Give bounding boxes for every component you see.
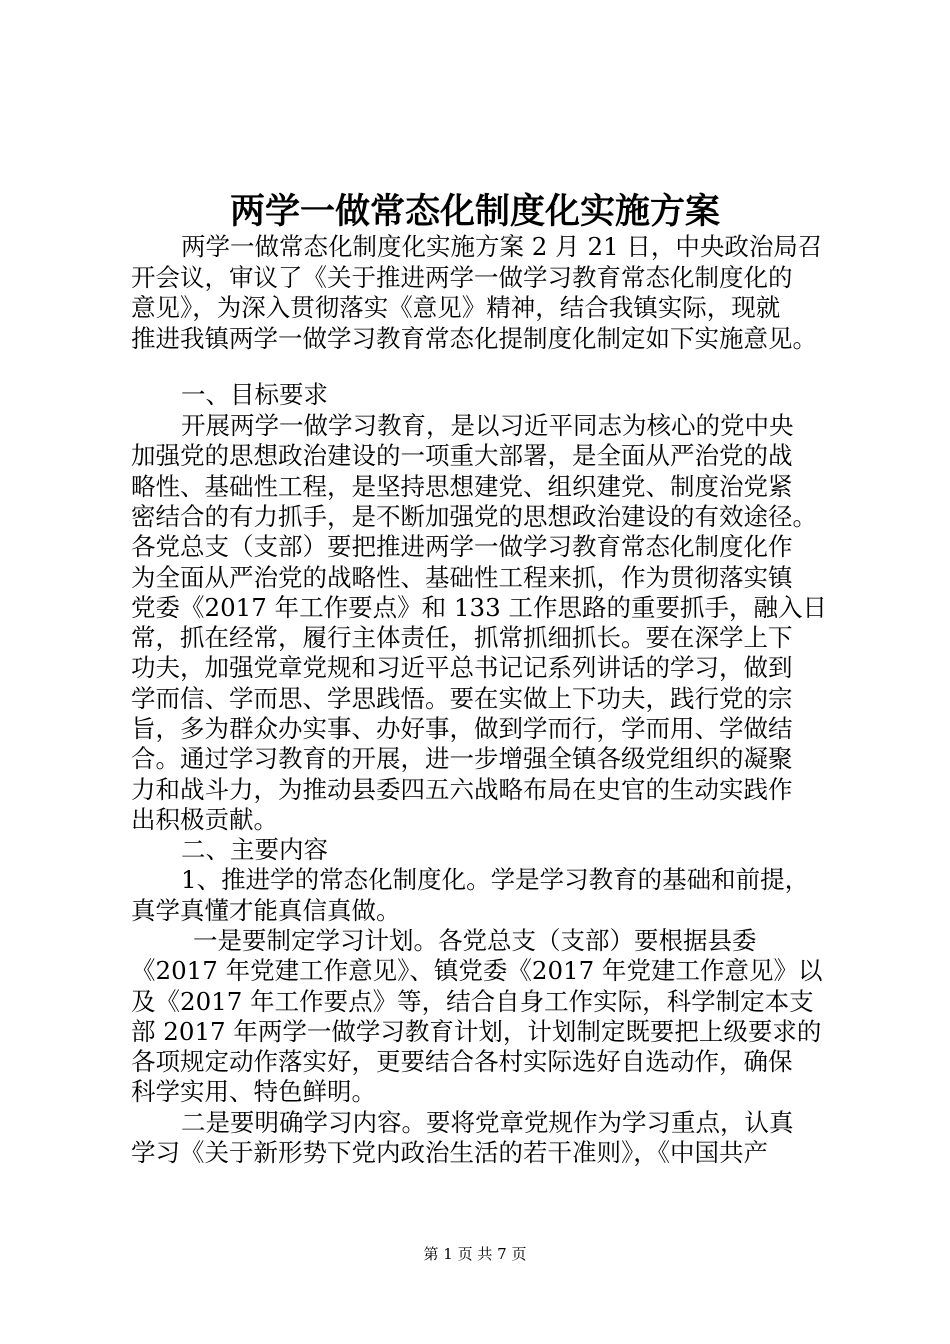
body-line: 推进我镇两学一做学习教育常态化提制度化制定如下实施意见。	[131, 324, 817, 353]
body-line: 各党总支（支部）要把推进两学一做学习教育常态化制度化作	[131, 532, 793, 561]
body-line: 学习《关于新形势下党内政治生活的若干准则》，《中国共产	[131, 1138, 768, 1167]
body-line: 为全面从严治党的战略性、基础性工程来抓，作为贯彻落实镇	[131, 563, 793, 592]
body-line: 各项规定动作落实好，更要结合各村实际选好自选动作，确保	[131, 1047, 793, 1076]
body-line: 加强党的思想政治建设的一项重大部署，是全面从严治党的战	[131, 441, 793, 470]
body-line: 科学实用、特色鲜明。	[131, 1077, 376, 1106]
body-line: 常，抓在经常，履行主体责任，抓常抓细抓长。要在深学上下	[131, 623, 793, 652]
body-line: 意见》，为深入贯彻落实《意见》精神，结合我镇实际，现就	[131, 293, 781, 322]
section-heading: 一、目标要求	[181, 380, 328, 409]
body-line: 力和战斗力，为推动县委四五六战略布局在史官的生动实践作	[131, 775, 793, 804]
body-line: 功夫，加强党章党规和习近平总书记记系列讲话的学习，做到	[131, 653, 793, 682]
body-line: 密结合的有力抓手，是不断加强党的思想政治建设的有效途径。	[131, 502, 817, 531]
body-line: 学而信、学而思、学思践悟。要在实做上下功夫，践行党的宗	[131, 684, 793, 713]
body-line: 部 2017 年两学一做学习教育计划，计划制定既要把上级要求的	[131, 1017, 822, 1046]
body-line: 《2017 年党建工作意见》、镇党委《2017 年党建工作意见》以	[131, 956, 823, 985]
body-line: 略性、基础性工程，是坚持思想建党、组织建党、制度治党紧	[131, 472, 793, 501]
body-line: 1、推进学的常态化制度化。学是学习教育的基础和前提，	[181, 865, 810, 894]
body-line: 真学真懂才能真信真做。	[131, 896, 401, 925]
body-line: 一是要制定学习计划。各党总支（支部）要根据县委	[193, 926, 757, 955]
document-title: 两学一做常态化制度化实施方案	[229, 191, 720, 232]
page-number-footer: 第 1 页 共 7 页	[423, 1245, 527, 1263]
body-line: 党委《2017 年工作要点》和 133 工作思路的重要抓手，融入日	[131, 593, 827, 622]
body-line: 合。通过学习教育的开展，进一步增强全镇各级党组织的凝聚	[131, 744, 793, 773]
body-line: 两学一做常态化制度化实施方案 2 月 21 日，中央政治局召	[181, 232, 823, 261]
body-line: 开展两学一做学习教育，是以习近平同志为核心的党中央	[181, 411, 794, 440]
section-heading: 二、主要内容	[181, 835, 328, 864]
body-line: 出积极贡献。	[131, 805, 278, 834]
body-line: 及《2017 年工作要点》等，结合自身工作实际，科学制定本支	[131, 987, 814, 1016]
body-line: 旨，多为群众办实事、办好事，做到学而行，学而用、学做结	[131, 714, 793, 743]
body-line: 开会议，审议了《关于推进两学一做学习教育常态化制度化的	[131, 263, 793, 292]
body-line: 二是要明确学习内容。要将党章党规作为学习重点，认真	[181, 1108, 794, 1137]
